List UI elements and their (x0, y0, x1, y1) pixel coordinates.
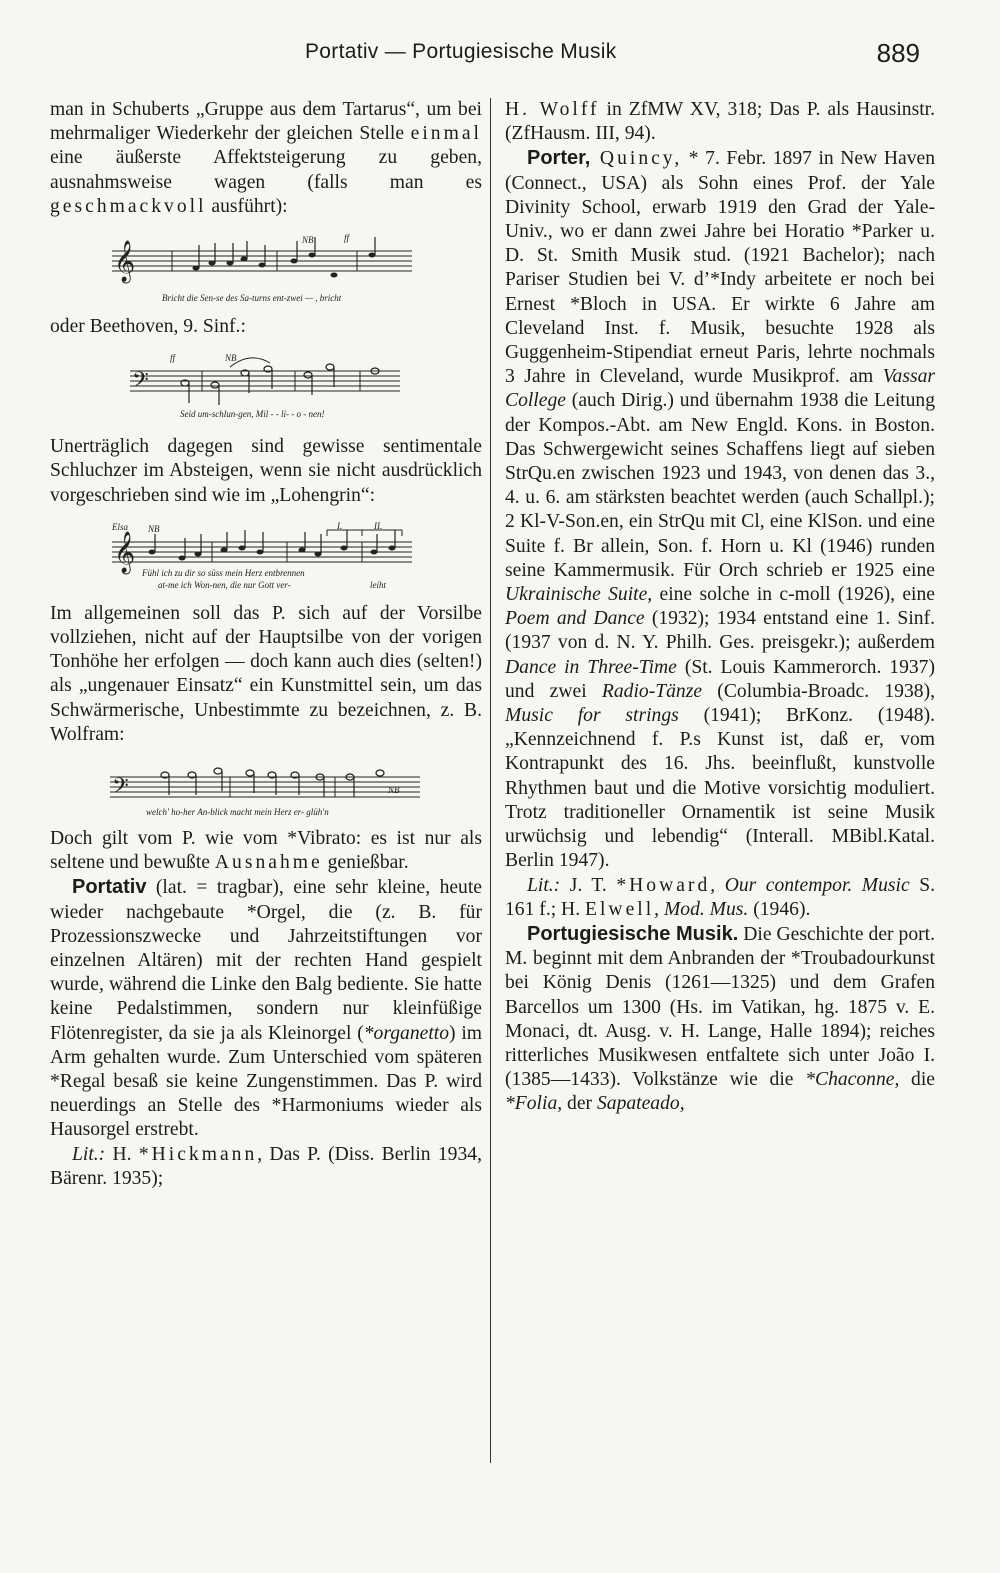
entry-headword: Portugiesische Musik. (527, 922, 739, 945)
svg-text:𝄢: 𝄢 (132, 368, 149, 399)
svg-text:Fühl ich zu dir so süss mein H: Fühl ich zu dir so süss mein Herz entbrennen (142, 567, 305, 578)
svg-text:Elsa: Elsa (112, 521, 129, 532)
svg-text:Bricht die Sen-se des Sa-turns: Bricht die Sen-se des Sa-turns ent-zwei — , bricht (162, 293, 342, 304)
paragraph: Doch gilt vom P. wie vom *Vibrato: es ist nur als seltene und bewußte Ausnahme genießbar. (50, 828, 482, 874)
literature: Lit.: J. T. *Howard, Our contempor. Music S. 161 f.; H. Elwell, Mod. Mus. (1946). (505, 874, 936, 920)
literature: Lit.: H. *Hickmann, Das P. (Diss. Berlin 1934, Bärenr. 1935); (50, 1143, 482, 1189)
svg-text:leiht: leiht (370, 579, 386, 590)
paragraph: Unerträglich dagegen sind gewisse sentimentale Schluchzer im Absteigen, wenn sie nicht ausdrücklich vorgeschrieben sind wie im „Lohengrin“: (50, 436, 482, 506)
entry-porter: Porter, Quincy, * 7. Febr. 1897 in New Haven (Connect., USA) als Sohn eines Prof. der Yale Divinity School, erwarb 1919 den Grad der Yale-Univ., wo er dann zwei Jahre bei Horatio *Parker u. D. St. Smith Musik stud. (1921 Bachelor); nach Pariser Studien bei V. d’*Indy arbeitete er noch bei Ernest *Bloch in USA. Er wirkte 6 Jahre am Cleveland Inst. f. Musik, besuchte 1928 als Guggenheim-Stipendiat erneut Paris, lehrte nochmals 3 Jahre in Cleveland, wurde Musikprof. am Vassar College (auch Dirig.) und übernahm 1938 die Leitung der Kompos.-Abt. am New Engld. Kons. in Boston. Das Schwergewicht seines Schaffens liegt auf sieben StrQu.en zwischen 1923 und 1943, von denen das 3., 4. u. 6. am stärksten beachtet werden (auch Schallpl.); 2 Kl-V-Son.en, ein StrQu mit Cl, eine KlSon. und eine Suite f. Br allein, Son. f. Horn u. Kl (1946) runden seine Kammermusik. Für Orch schrieb er 1925 eine Ukrainische Suite, eine solche in c-moll (1926), eine Poem and Dance (1932); 1934 entstand eine 1. Sinf. (1937 von d. N. Y. Philh. Ges. preisgekr.); außerdem Dance in Three-Time (St. Louis Kammerorch. 1937) und zwei Radio-Tänze (Columbia-Broadc. 1938), Music for strings (1941); BrKonz. (1948). „Kennzeichnend f. P.s Kunst ist, daß er, vom Kontrapunkt des 16. Jhs. beeinflußt, kunstvolle Rhythmen baut und die Motive vorsichtig moduliert. Trotz traditioneller Ornamentik ist seine Musik urwüchsig und lebendig“ (Interall. MBibl.Katal. Berlin 1947). (505, 147, 935, 872)
music-example-wolfram (110, 757, 420, 821)
svg-text:welch' ho-her An-blick macht m: welch' ho-her An-blick macht mein Herz er- glüh'n (146, 807, 329, 818)
music-example-lohengrin (112, 518, 412, 594)
music-example-schubert (112, 231, 412, 307)
right-column (505, 98, 935, 1117)
left-column (50, 98, 482, 1191)
svg-text:ff: ff (170, 353, 176, 364)
entry-headword: Portativ (72, 876, 147, 899)
paragraph: Im allgemeinen soll das P. sich auf der Vorsilbe vollziehen, nicht auf der Hauptsilbe von der vorigen Tonhöhe her erfolgen — doch kann auch dies (selten!) als „ungenauer Einsatz“ ein Kunstmittel sein, um das Schwärmerische, Unbestimmte zu bezeichnen, z. B. Wolfram: (50, 602, 482, 745)
paragraph: man in Schuberts „Gruppe aus dem Tartarus“, um bei mehrmaliger Wiederkehr der gleichen Stelle einmal eine äußerste Affektsteigerung zu geben, ausnahmsweise wagen (falls man es geschmackvoll ausführt): (50, 99, 482, 217)
music-example-beethoven (130, 347, 400, 423)
entry-portugiesische-musik: Portugiesische Musik. Die Geschichte der port. M. beginnt mit dem Anbranden der *Troubadourkunst bei König Denis (1261—1325) und dem Grafen Barcellos um 1300 (Hs. im Vatikan, hg. 1875 v. E. Monaci, dt. Ausg. v. H. Lange, Halle 1894); reiches ritterliches Musikwesen entfaltete sich unter João I. (1385—1433). Volkstänze wie die *Chaconne, die *Folia, der Sapateado, (505, 922, 935, 1115)
svg-text:ff: ff (344, 233, 350, 244)
paragraph: H. Wolff in ZfMW XV, 318; Das P. als Hausinstr. (ZfHausm. III, 94). (505, 99, 935, 145)
paragraph: oder Beethoven, 9. Sinf.: (50, 316, 246, 338)
svg-text:II.: II. (374, 520, 383, 531)
svg-text:at-me ich Won-nen, die nur Got: at-me ich Won-nen, die nur Gott ver- (158, 579, 291, 590)
svg-text:Seid um-schlun-gen, Mil - - li: Seid um-schlun-gen, Mil - - li- - o - nen! (180, 409, 325, 420)
svg-text:𝄞: 𝄞 (114, 241, 136, 283)
svg-text:NB: NB (388, 785, 400, 796)
svg-text:NB: NB (302, 235, 314, 246)
page-header (0, 40, 1000, 76)
entry-portativ: Portativ (lat. = tragbar), eine sehr kleine, heute wieder nachgebaute *Orgel, die (z. B. für Prozessionszwecke und Jahrzeitstiftungen vor einzelnen Altären) mit der rechten Hand gespielt wurde, während die Linke den Balg bediente. Sie hatte keine Pedalstimmen, sondern nur kleinfüßige Flötenregister, da sie ja als Kleinorgel (*organetto) im Arm gehalten wurde. Zum Unterschied vom späteren *Regal besaß sie keine Zungenstimmen. Das P. wird neuerdings an Stelle des *Harmoniums wieder als Hausorgel erstrebt. (50, 876, 483, 1141)
svg-text:NB: NB (148, 523, 160, 534)
svg-text:I.: I. (337, 520, 343, 531)
entry-headword: Porter, (527, 147, 591, 170)
column-divider (490, 98, 491, 1463)
svg-text:𝄞: 𝄞 (114, 531, 136, 573)
running-title: Portativ — Portugiesische Musik (305, 40, 617, 63)
page-number: 889 (876, 38, 920, 68)
svg-text:NB: NB (225, 353, 237, 364)
svg-text:𝄢: 𝄢 (112, 774, 129, 805)
